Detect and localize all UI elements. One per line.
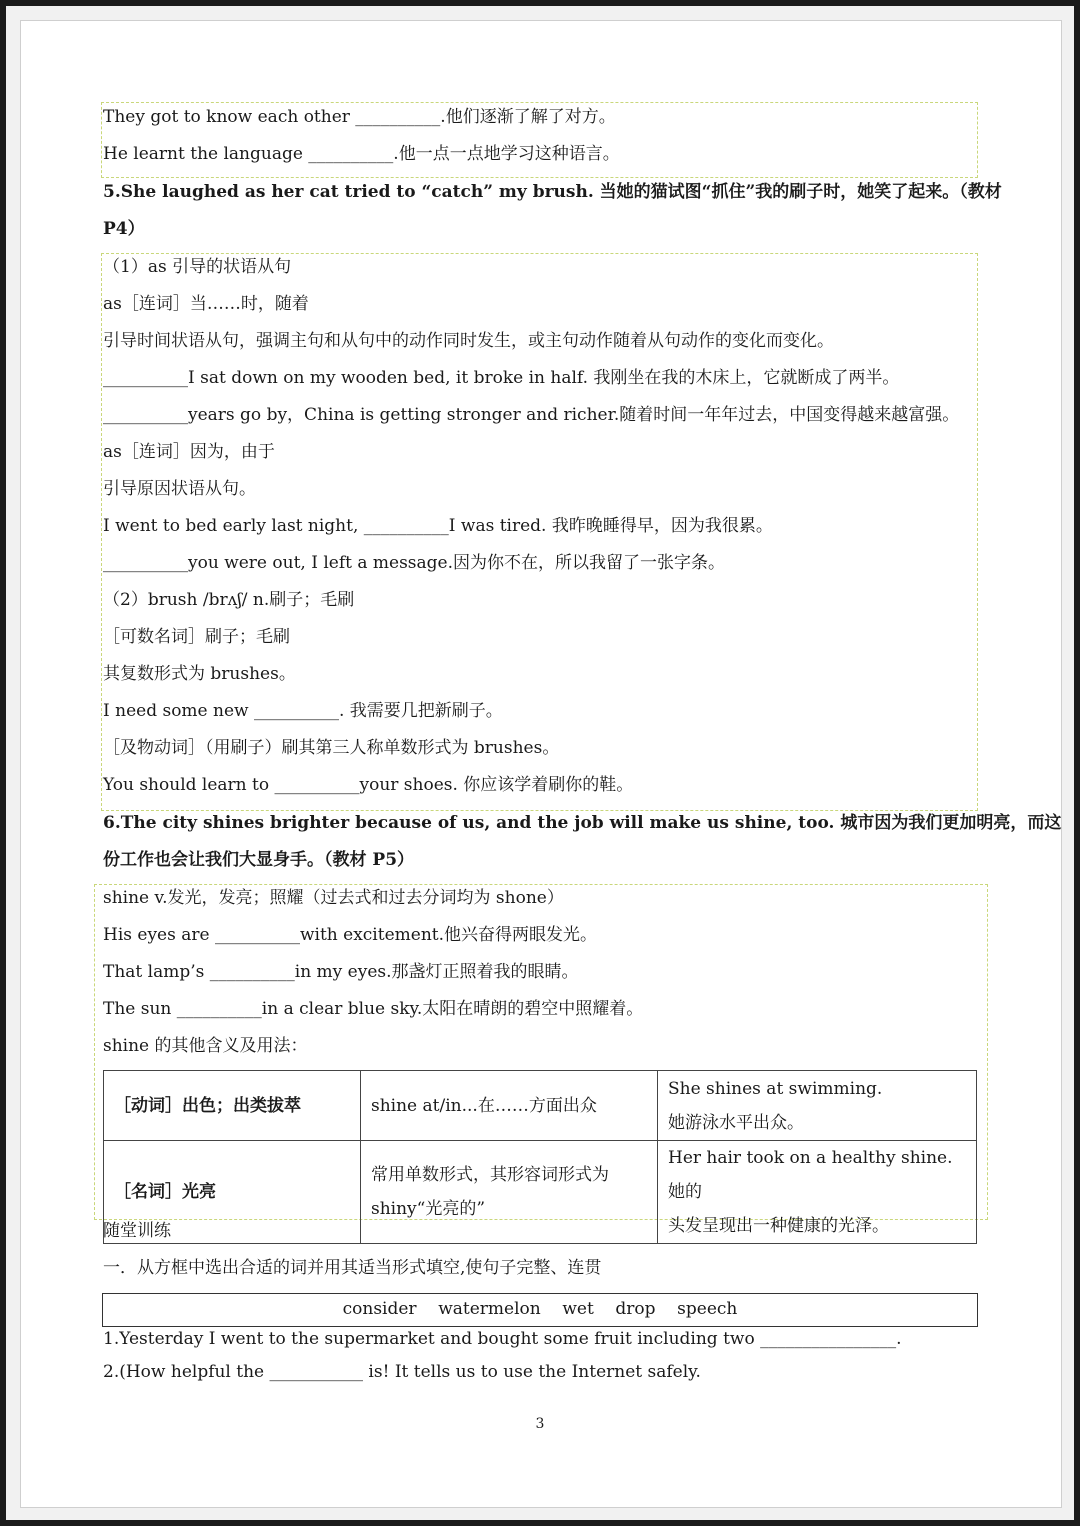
shine-usage-table — [103, 1070, 977, 1244]
heading-6: 6.The city shines brighter because of us, and the job will make us shine, too. 城市因为我们更加明亮，而这 — [103, 813, 1062, 833]
text-line: His eyes are __________with excitement.他兴奋得两眼发光。 — [103, 925, 598, 945]
word: consider — [342, 1299, 417, 1319]
word: wet — [562, 1299, 594, 1319]
text-line: I need some new __________. 我需要几把新刷子。 — [103, 701, 503, 721]
text-line: （1）as 引导的状语从句 — [103, 257, 292, 277]
text-line: __________years go by，China is getting stronger and richer.随着时间一年年过去，中国变得越来越富强。 — [103, 405, 960, 425]
table-cell — [658, 1141, 977, 1244]
text-line: I went to bed early last night, __________I was tired. 我昨晚睡得早，因为我很累。 — [103, 516, 773, 536]
word-box — [102, 1293, 978, 1327]
text-line: That lamp’s __________in my eyes.那盏灯正照着我的眼睛。 — [103, 962, 579, 982]
text-line: （2）brush /brʌʃ/ n.刷子；毛刷 — [103, 590, 355, 610]
practice-instruction: 一．从方框中选出合适的词并用其适当形式填空,使句子完整、连贯 — [103, 1258, 602, 1278]
text-line: shine 的其他含义及用法： — [103, 1036, 308, 1056]
text-line: 引导原因状语从句。 — [103, 479, 256, 499]
sentence-line: They got to know each other __________.他们逐渐了解了对方。 — [103, 107, 616, 127]
cell-line: 她游泳水平出众。 — [668, 1112, 804, 1133]
heading-5: 5.She laughed as her cat tried to “catch” my brush. 当她的猫试图“抓住”我的刷子时，她笑了起来。（教材 — [103, 182, 1002, 202]
table-cell: ［动词］出色；出类拔萃 — [104, 1071, 361, 1141]
cell-line: She shines at swimming. — [668, 1078, 883, 1099]
text-line: 其复数形式为 brushes。 — [103, 664, 296, 684]
cell-line: Her hair took on a healthy shine.她的 — [668, 1148, 953, 1202]
text-line: ［及物动词］（用刷子）刷其第三人称单数形式为 brushes。 — [103, 738, 560, 758]
question-2: 2.(How helpful the ___________ is! It tells us to use the Internet safely. — [103, 1362, 701, 1382]
word: watermelon — [438, 1299, 541, 1319]
text-line: __________I sat down on my wooden bed, it broke in half. 我刚坐在我的木床上，它就断成了两半。 — [103, 368, 900, 388]
text-line: 引导时间状语从句，强调主句和从句中的动作同时发生，或主句动作随着从句动作的变化而变化。 — [103, 331, 834, 351]
heading-6-cont: 份工作也会让我们大显身手。（教材 P5） — [103, 850, 415, 870]
text-line: __________you were out, I left a message.因为你不在，所以我留了一张字条。 — [103, 553, 726, 573]
word: speech — [677, 1299, 738, 1319]
table-cell — [658, 1071, 977, 1141]
cell-line: 头发呈现出一种健康的光泽。 — [668, 1216, 889, 1236]
heading-5-cont: P4） — [103, 219, 145, 239]
table-cell — [361, 1141, 658, 1244]
practice-title: 随堂训练 — [103, 1221, 171, 1241]
question-1: 1.Yesterday I went to the supermarket and bought some fruit including two ________________. — [103, 1329, 902, 1349]
word: drop — [615, 1299, 656, 1319]
table-cell: ［名词］光亮 — [104, 1141, 361, 1244]
text-line: The sun __________in a clear blue sky.太阳在晴朗的碧空中照耀着。 — [103, 999, 644, 1019]
page-number: 3 — [535, 1416, 545, 1432]
sentence-line: He learnt the language __________.他一点一点地学习这种语言。 — [103, 144, 620, 164]
cell-line: shiny“光亮的” — [371, 1199, 486, 1219]
text-line: You should learn to __________your shoes. 你应该学着刷你的鞋。 — [103, 775, 634, 795]
cell-line: 常用单数形式，其形容词形式为 — [371, 1165, 609, 1185]
table-cell: shine at/in...在……方面出众 — [361, 1071, 658, 1141]
text-line: as［连词］因为，由于 — [103, 442, 275, 462]
text-line: shine v.发光，发亮；照耀（过去式和过去分词均为 shone） — [103, 888, 564, 908]
table-row — [104, 1141, 977, 1244]
text-line: ［可数名词］刷子；毛刷 — [103, 627, 290, 647]
table-row — [104, 1071, 977, 1141]
text-line: as［连词］当……时，随着 — [103, 294, 309, 314]
